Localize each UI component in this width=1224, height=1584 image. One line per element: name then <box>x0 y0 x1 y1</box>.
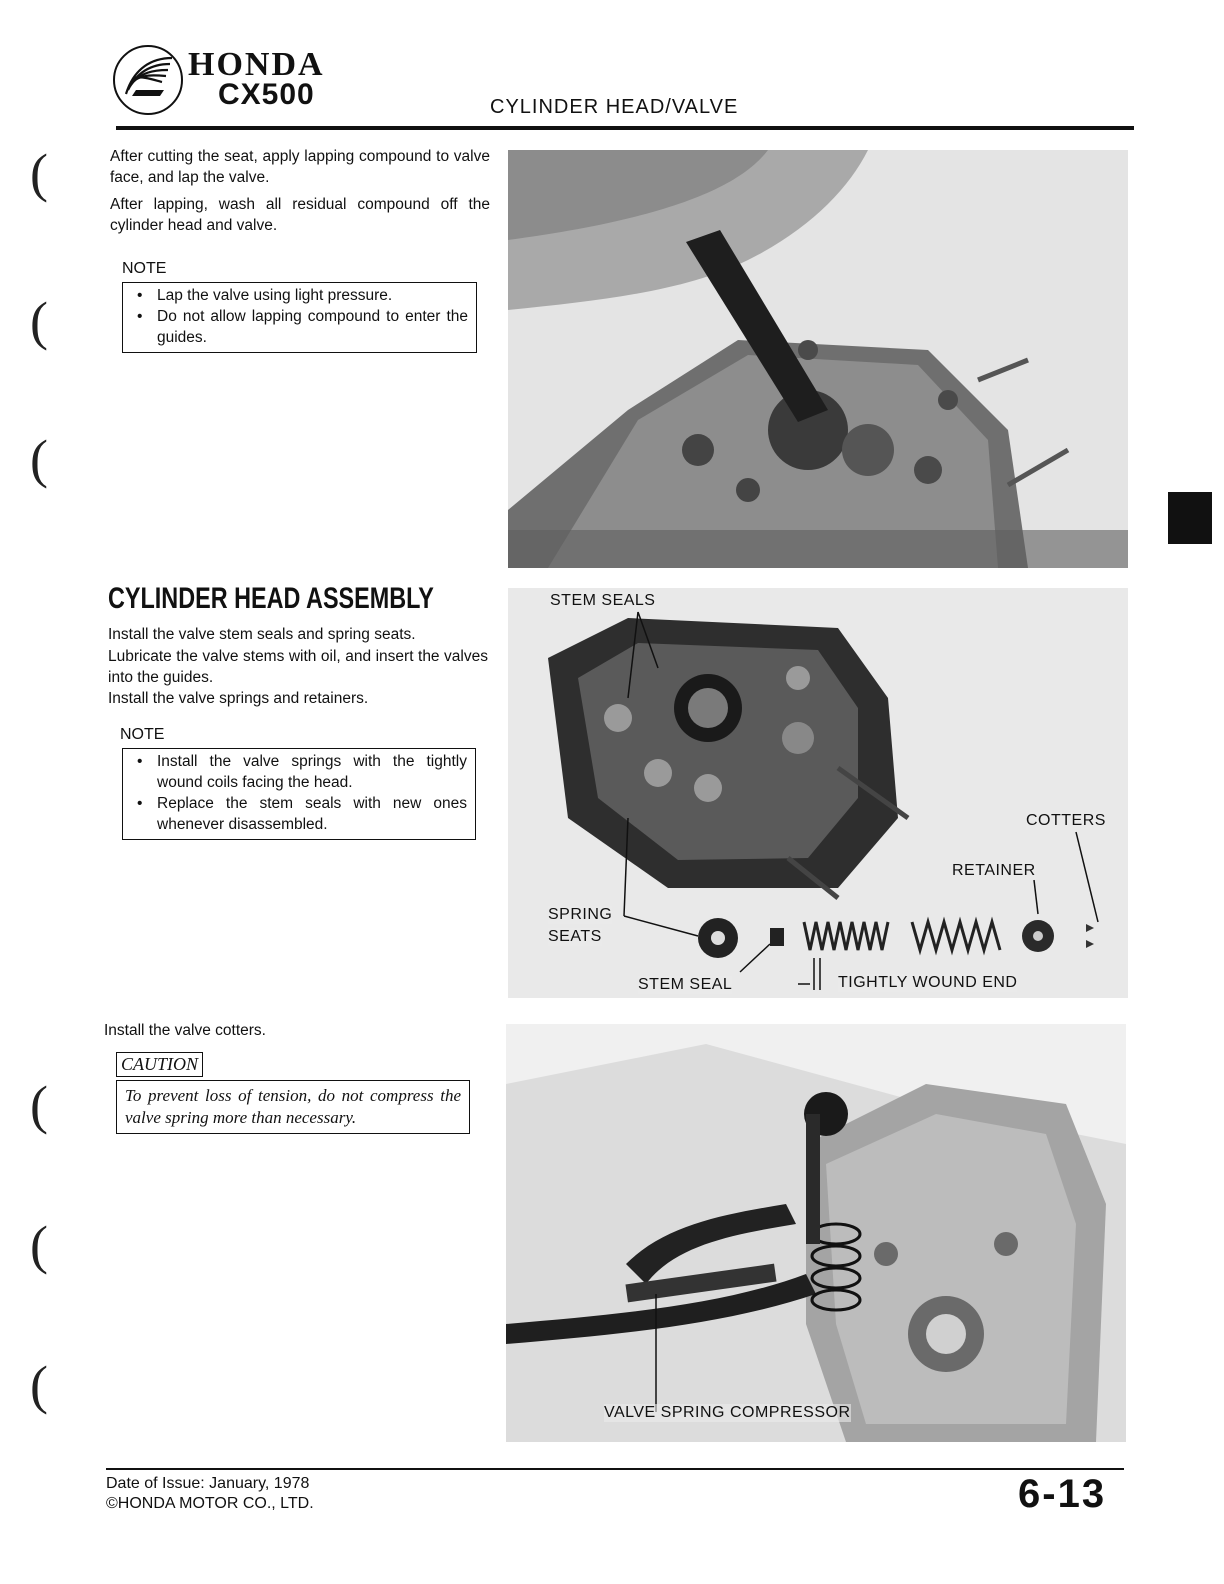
page-number: 6-13 <box>1018 1472 1107 1516</box>
caution-box: To prevent loss of tension, do not compress the valve spring more than necessary. <box>116 1080 470 1134</box>
section-tab-marker <box>1168 492 1212 544</box>
photo-spring-compressor <box>506 1024 1126 1442</box>
footer-rule <box>106 1468 1124 1470</box>
assembly-note-box <box>122 748 476 840</box>
label-spring: SPRING <box>548 906 613 923</box>
note-label: NOTE <box>120 726 165 743</box>
note-item: • Install the valve springs with the tightly wound coils facing the head. <box>157 751 467 793</box>
footer-info <box>106 1474 314 1514</box>
model-name: CX500 <box>218 78 315 111</box>
section-title: CYLINDER HEAD/VALVE <box>490 96 739 118</box>
binder-mark: ( <box>30 1075 48 1135</box>
label-seats: SEATS <box>548 928 602 945</box>
label-valve-spring-compressor: VALVE SPRING COMPRESSOR <box>604 1404 851 1421</box>
label-tightly-wound-end: TIGHTLY WOUND END <box>838 974 1018 991</box>
label-retainer: RETAINER <box>952 862 1036 879</box>
binder-mark: ( <box>30 1355 48 1415</box>
note-item: • Replace the stem seals with new ones whenever disassembled. <box>157 793 467 835</box>
label-stem-seal: STEM SEAL <box>638 976 733 993</box>
caution-label-wrapper <box>116 1052 203 1077</box>
binder-mark: ( <box>30 143 48 203</box>
binder-mark: ( <box>30 1215 48 1275</box>
lapping-note-box <box>122 282 477 353</box>
photo-valve-lapping <box>508 150 1128 568</box>
lapping-paragraph-2: After lapping, wash all residual compound off the cylinder head and valve. <box>110 196 490 234</box>
header-rule <box>116 126 1134 130</box>
copyright: ©HONDA MOTOR CO., LTD. <box>106 1495 314 1512</box>
assembly-paragraph-1: Install the valve stem seals and spring seats. <box>108 626 416 643</box>
honda-wing-logo <box>112 44 184 116</box>
note-item: • Lap the valve using light pressure. <box>157 285 468 306</box>
binder-mark: ( <box>30 429 48 489</box>
section-heading: CYLINDER HEAD ASSEMBLY <box>108 582 434 615</box>
cotters-paragraph: Install the valve cotters. <box>104 1022 266 1039</box>
photo-valve-parts <box>508 588 1128 998</box>
label-stem-seals: STEM SEALS <box>550 592 656 609</box>
lapping-paragraph-1: After cutting the seat, apply lapping compound to valve face, and lap the valve. <box>110 148 490 186</box>
label-cotters: COTTERS <box>1026 812 1106 829</box>
brand-name: HONDA <box>188 46 325 83</box>
issue-date: Date of Issue: January, 1978 <box>106 1475 310 1492</box>
assembly-paragraph-3: Install the valve springs and retainers. <box>108 690 369 707</box>
note-label: NOTE <box>122 260 167 277</box>
note-item: • Do not allow lapping compound to enter the guides. <box>157 306 468 348</box>
assembly-paragraph-2: Lubricate the valve stems with oil, and insert the valves into the guides. <box>108 648 488 686</box>
binder-mark: ( <box>30 291 48 351</box>
caution-label: CAUTION <box>116 1052 203 1077</box>
